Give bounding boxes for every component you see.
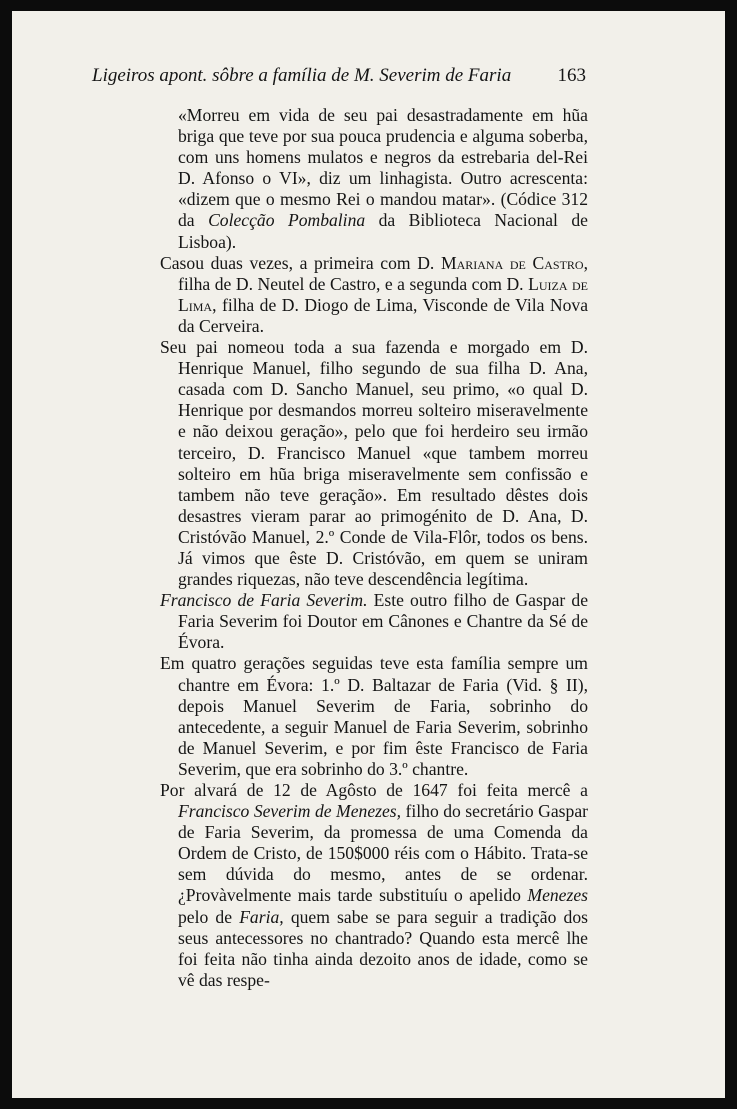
text-run: , filha de D. Neutel de Castro, e a segunda com D.	[178, 252, 588, 294]
italic-text: Faria,	[239, 906, 284, 927]
paragraph	[160, 105, 588, 253]
text-run: Seu pai nomeou toda a sua fazenda e morgado em D. Henrique Manuel, filho segundo de sua filha D. Ana, casada com D. Sancho Manuel, seu primo, «o qual D. Henrique por desmandos morreu solteiro miseravelmente e não deixou geração», pelo que foi herdeiro seu irmão terceiro, D. Francisco Manuel «que tambem morreu solteiro em hũa briga miseravelmente sem confissão e tambem não teve geração». Em resultado dêstes dois desastres vieram parar ao primogénito de D. Ana, D. Cristóvão Manuel, 2.º Conde de Vila-Flôr, todos os bens. Já vimos que êste D. Cristóvão, em quem se uniram grandes riquezas, não teve descendência legítima.	[160, 337, 588, 590]
text-run: Este outro filho de Gaspar de Faria Severim foi Doutor em Cânones e Chantre da Sé de Évora.	[178, 590, 589, 653]
book-page	[12, 11, 725, 1098]
italic-text: Colecção Pombalina	[208, 210, 366, 231]
text-run: Por alvará de 12 de Agôsto de 1647 foi feita mercê a	[160, 780, 588, 800]
text-body	[92, 105, 602, 991]
italic-text: Francisco Severim de Menezes,	[178, 801, 402, 822]
text-run: Em quatro gerações seguidas teve esta família sempre um chantre em Évora: 1.º D. Baltazar de Faria (Vid. § II), depois Manuel Severim de Faria, sobrinho do antecedente, a seguir Manuel de Faria Severim, sobrinho de Manuel Severim, e por fim êste Francisco de Faria Severim, que era sobrinho do 3.º chantre.	[160, 653, 588, 779]
text-run: pelo de	[178, 906, 240, 927]
page-number: 163	[557, 65, 586, 86]
small-caps-name: Mariana de Castro	[440, 252, 584, 273]
small-caps-name: Luiza de Lima	[178, 273, 588, 315]
paragraph	[160, 337, 588, 590]
text-run: quem sabe se para seguir a tradição dos seus antecessores no chantrado? Quando esta mercê lhe foi feita não tinha ainda dezoito anos de idade, como se vê das respe-	[178, 906, 588, 990]
page-content	[92, 65, 602, 991]
paragraph	[160, 653, 588, 780]
text-run: Casou duas vezes, a primeira com D.	[160, 252, 441, 273]
text-run: filho do secretário Gaspar de Faria Severim, da promessa de uma Comenda da Ordem de Cristo, de 150$000 réis com o Hábito. Trata-se sem dúvida do mesmo, antes de se ordenar. ¿Provàvelmente mais tarde substituíu o apelido	[178, 801, 588, 906]
italic-text: Francisco de Faria Severim.	[160, 590, 368, 611]
text-run: da Biblioteca Nacional de Lisboa).	[178, 210, 588, 252]
running-title: Ligeiros apont. sôbre a família de M. Severim de Faria	[92, 65, 512, 86]
paragraph	[160, 253, 588, 337]
text-run: , filha de D. Diogo de Lima, Visconde de Vila Nova da Cerveira.	[178, 294, 588, 336]
italic-text: Menezes	[527, 885, 588, 906]
running-head	[92, 65, 602, 87]
text-run: «Morreu em vida de seu pai desastradamente em hũa briga que teve por sua pouca prudencia e alguma soberba, com uns homens mulatos e negros da estrebaria del-Rei D. Afonso o VI», diz um linhagista. Outro acrescenta: «dizem que o mesmo Rei o mandou matar». (Códice 312 da	[178, 105, 588, 231]
paragraph	[160, 590, 588, 653]
paragraph	[160, 780, 588, 991]
